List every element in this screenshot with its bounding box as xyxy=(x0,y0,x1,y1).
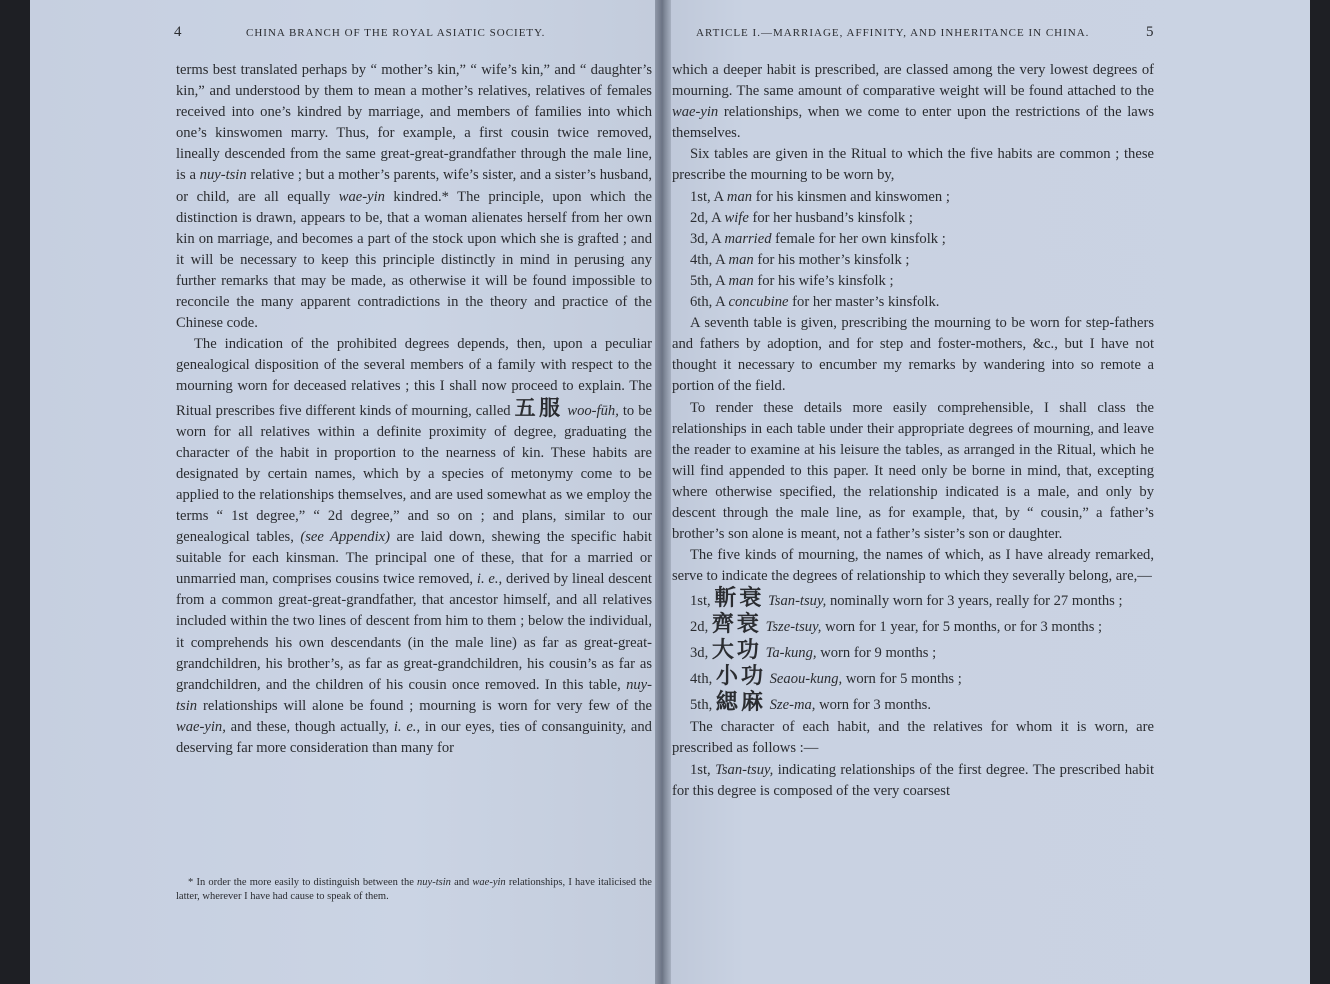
left-page-body xyxy=(176,60,652,759)
left-header-title: CHINA BRANCH OF THE ROYAL ASIATIC SOCIETY. xyxy=(246,27,546,39)
list-item: 4th, A man for his mother’s kinsfolk ; xyxy=(690,251,910,268)
left-page xyxy=(30,0,658,984)
chinese-characters: 斬衰 xyxy=(714,586,765,612)
paragraph: A seventh table is given, prescribing the mourning to be worn for step-fathers and fathers by adoption, and for step and foster-mothers, &c., but I have not thought it necessary to encumber my remarks by wandering into so remote a portion of the field. xyxy=(672,315,1154,395)
list-item: 2d, 齊衰 Tsze-tsuy, worn for 1 year, for 5 months, or for 3 months ; xyxy=(690,612,1103,638)
left-page-number: 4 xyxy=(174,24,182,40)
paragraph: The indication of the prohibited degrees depends, then, upon a peculiar genealogical disposition of the several members of a family with respect to the mourning worn for deceased relatives ; this I shall now proceed to explain. The Ritual prescribes five different kinds of mourning, called 五服 woo-fūh, to be worn for all relatives within a definite proximity of degree, graduating the character of the habit in proportion to the nearness of kin. These habits are designated by certain names, which by a species of metonymy come to be applied to the relationships themselves, and are used somewhat as we employ the terms “ 1st degree,” “ 2d degree,” and so on ; and plans, similar to our genealogical tables, (see Appendix) are laid down, shewing the specific habit suitable for each kinsman. The principal one of these, that for a married or unmarried man, comprises cousins twice removed, i. e., derived by lineal descent from a common great-great-grandfather, that ancestor himself, and all relatives included within the two lines of descent from him to them ; below the individual, it comprehends his own descendants (in the male line) as far as great-great-grandchildren, his brother’s, as far as great-grandchildren, his cousin’s as far as grandchildren, and the children of his cousin once removed. In this table, nuy-tsin relationships will alone be found ; mourning is worn for very few of the wae-yin, and these, though actually, i. e., in our eyes, ties of consanguinity, and deserving far more consideration than many for xyxy=(176,336,652,756)
paragraph: 1st, Tsan-tsuy, indicating relationships of the first degree. The prescribed habit for this degree is composed of the very coarsest xyxy=(672,761,1154,799)
tables-list xyxy=(672,187,1154,314)
right-page xyxy=(668,0,1310,984)
list-item: 3d, A married female for her own kinsfolk ; xyxy=(690,230,946,247)
paragraph: which a deeper habit is prescribed, are classed among the very lowest degrees of mourning. The same amount of comparative weight will be found attached to the wae-yin relationships, when we come to enter upon the restrictions of the laws themselves. xyxy=(672,62,1154,142)
list-item: 1st, 斬衰 Tsan-tsuy, nominally worn for 3 years, really for 27 months ; xyxy=(690,586,1123,612)
footnote: * In order the more easily to distinguish between the nuy-tsin and wae-yin relationships, I have italicised the latter, wherever I have had cause to speak of them. xyxy=(176,877,652,902)
paragraph: terms best translated perhaps by “ mother’s kin,” “ wife’s kin,” and “ daughter’s kin,” and understood by them to mean a mother’s relatives, relatives of females received into one’s kindred by marriage, and members of families into which one’s kinswomen marry. Thus, for example, a first cousin twice removed, lineally descended from the same great-great-grandfather through the male line, is a nuy-tsin relative ; but a mother’s parents, wife’s sister, and a sister’s husband, or child, are all equally wae-yin kindred.* The principle, upon which the distinction is drawn, appears to be, that a woman alienates herself from her own kin on marriage, and becomes a part of the stock upon which she is grafted ; and it will be necessary to keep this principle distinctly in mind in perusing any further remarks that may be made, as otherwise it will be found impossible to reconcile the many apparent contradictions in the theory and practice of the Chinese code. xyxy=(176,62,652,332)
paragraph: The five kinds of mourning, the names of which, as I have already remarked, serve to indicate the degrees of relationship to which they severally belong, are,— xyxy=(672,547,1154,585)
list-item: 6th, A concubine for her master’s kinsfolk. xyxy=(690,294,940,311)
paragraph: The character of each habit, and the relatives for whom it is worn, are prescribed as follows :— xyxy=(672,719,1154,757)
right-page-number: 5 xyxy=(1146,24,1154,40)
chinese-characters: 大功 xyxy=(711,638,762,664)
list-item: 2d, A wife for her husband’s kinsfolk ; xyxy=(690,209,913,226)
chinese-characters: 五服 xyxy=(514,395,564,420)
list-item: 3d, 大功 Ta-kung, worn for 9 months ; xyxy=(690,638,937,664)
paragraph: To render these details more easily comprehensible, I shall class the relationships in each table under their appropriate degrees of mourning, and leave the reader to examine at his leisure the tables, as arranged in the Ritual, which he will find appended to this paper. It need only be borne in mind, that, excepting where otherwise specified, the relationship indicated is a male, and only by descent through the male line, as for example, that, by “ cousin,” a father’s brother’s son alone is meant, not a father’s sister’s son or daughter. xyxy=(672,399,1154,543)
right-header-title: ARTICLE I.—MARRIAGE, AFFINITY, AND INHERITANCE IN CHINA. xyxy=(696,27,1090,39)
book-gutter xyxy=(655,0,671,984)
list-item: 5th, 緦麻 Sze-ma, worn for 3 months. xyxy=(690,690,931,716)
list-item: 1st, A man for his kinsmen and kinswomen ; xyxy=(690,188,950,205)
chinese-characters: 齊衰 xyxy=(711,612,762,638)
chinese-characters: 小功 xyxy=(715,664,766,690)
chinese-characters: 緦麻 xyxy=(715,690,766,716)
list-item: 4th, 小功 Seaou-kung, worn for 5 months ; xyxy=(690,664,962,690)
mourning-list xyxy=(672,587,1154,717)
right-page-body xyxy=(672,60,1154,802)
list-item: 5th, A man for his wife’s kinsfolk ; xyxy=(690,272,894,289)
paragraph: Six tables are given in the Ritual to which the five habits are common ; these prescribe the mourning to be worn by, xyxy=(672,146,1154,184)
